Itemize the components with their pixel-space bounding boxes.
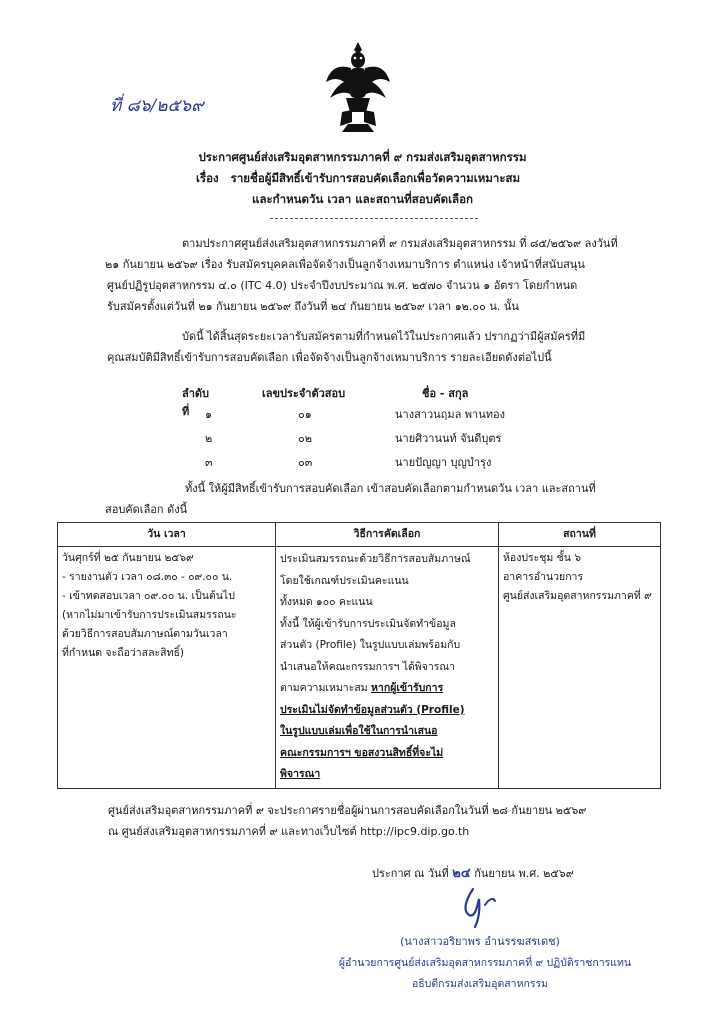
- announce-date: [372, 862, 574, 883]
- header-line3: และกำหนดวัน เวลา และสถานที่สอบคัดเลือก: [252, 192, 473, 206]
- announce-suffix: กันยายน พ.ศ. ๒๕๖๙: [474, 867, 574, 880]
- announce-prefix: ประกาศ ณ วันที่: [372, 867, 449, 880]
- announce-day: ๒๔: [452, 866, 471, 881]
- paragraph-3: [105, 478, 660, 520]
- candidate-order: ๒: [205, 432, 213, 445]
- method-line: ประเมินสมรรถนะด้วยวิธีการสอบสัมภาษณ์: [280, 553, 471, 565]
- method-emphasis: ในรูปแบบเล่มเพื่อใช้ในการนำเสนอ: [280, 725, 438, 737]
- date-line: ที่กำหนด จะถือว่าสละสิทธิ์): [62, 647, 184, 659]
- p1-line: ศูนย์ปฏิรูปอุตสาหกรรม ๔.๐ (ITC 4.0) ประจำปีงบประมาณ พ.ศ. ๒๕๗๐ จำนวน ๑ อัตรา โดยกำหนด: [107, 279, 578, 292]
- header-subject: [196, 170, 520, 188]
- subject-label: เรื่อง: [196, 171, 219, 185]
- signer-name: (นางสาวอริยาพร อำนรรฆสรเดช): [400, 935, 560, 948]
- date-line: วันศุกร์ที่ ๒๕ กันยายน ๒๕๖๙: [62, 552, 194, 564]
- col-examid-header: เลขประจำตัวสอบ: [262, 387, 346, 400]
- subject-text: รายชื่อผู้มีสิทธิ์เข้ารับการสอบคัดเลือกเพื่อวัดความเหมาะสม: [230, 171, 521, 185]
- p3-line: ทั้งนี้ ให้ผู้มีสิทธิ์เข้ารับการสอบคัดเลือก เข้าสอบคัดเลือกตามกำหนดวัน เวลา และสถานที่: [185, 482, 596, 495]
- method-line-mixed: [280, 678, 494, 700]
- date-line: - รายงานตัว เวลา ๐๘.๓๐ - ๐๙.๐๐ น.: [62, 571, 233, 583]
- p2-line: บัดนี้ ได้สิ้นสุดระยะเวลารับสมัครตามที่กำหนดไว้ในประกาศแล้ว ปรากฏว่ามีผู้สมัครที่มี: [182, 330, 586, 343]
- method-line: ส่วนตัว (Profile) ในรูปแบบเล่มพร้อมกับ: [280, 639, 461, 651]
- col-datetime-header: วัน เวลา: [58, 523, 276, 547]
- signer-title-1: ผู้อำนวยการศูนย์ส่งเสริมอุตสาหกรรมภาคที่ ๙ ปฏิบัติราชการแทน: [338, 957, 632, 969]
- candidate-order: ๓: [205, 456, 213, 469]
- col-method-header: วิธีการคัดเลือก: [276, 523, 499, 547]
- date-line: - เข้าทดสอบเวลา ๐๙.๐๐ น. เป็นต้นไป: [62, 590, 235, 602]
- p2-line: คุณสมบัติมีสิทธิ์เข้ารับการสอบคัดเลือก เพื่อจัดจ้างเป็นลูกจ้างเหมาบริการ รายละเอียดดังต่อไปนี้: [107, 351, 552, 364]
- candidate-order: ๑: [205, 408, 212, 421]
- p4-line: ณ ศูนย์ส่งเสริมอุตสาหกรรมภาคที่ ๙ และทางเว็บไซต์ http://ipc9.dip.go.th: [108, 825, 470, 838]
- candidate-examid: ๐๒: [298, 432, 312, 445]
- paragraph-4: [108, 800, 668, 842]
- schedule-header-row: [58, 523, 661, 547]
- col-place-header: สถานที่: [499, 523, 661, 547]
- p1-line: รับสมัครตั้งแต่วันที่ ๒๑ กันยายน ๒๕๖๙ ถึงวันที่ ๒๔ กันยายน ๒๕๖๙ เวลา ๑๒.๐๐ น. นั้น: [107, 300, 519, 313]
- method-emphasis: คณะกรรมการฯ ขอสงวนสิทธิ์ที่จะไม่: [280, 746, 444, 759]
- p1-line: ตามประกาศศูนย์ส่งเสริมอุตสาหกรรมภาคที่ ๙ กรมส่งเสริมอุตสาหกรรม ที่ ๘๕/๒๕๖๙ ลงวันที่: [182, 237, 618, 250]
- date-line: (หากไม่มาเข้ารับการประเมินสมรรถนะ: [62, 609, 237, 621]
- signer-title-2: อธิบดีกรมส่งเสริมอุตสาหกรรม: [411, 978, 549, 990]
- place-line: ศูนย์ส่งเสริมอุตสาหกรรมภาคที่ ๙: [503, 590, 652, 602]
- method-line: ตามความเหมาะสม: [280, 682, 368, 694]
- candidate-list: [0, 384, 725, 469]
- candidate-name: นายศิวานนท์ จันดีบุตร: [395, 432, 502, 445]
- p4-line: ศูนย์ส่งเสริมอุตสาหกรรมภาคที่ ๙ จะประกาศรายชื่อผู้ผ่านการสอบคัดเลือกในวันที่ ๒๘ กันยายน ๒๕๖๙: [108, 804, 587, 817]
- garuda-emblem-icon: [322, 38, 394, 138]
- document-number: ที่ ๘๖/๒๕๖๙: [110, 96, 204, 116]
- schedule-place-cell: [499, 547, 661, 789]
- method-line: ทั้งหมด ๑๐๐ คะแนน: [280, 596, 373, 608]
- p3-line: สอบคัดเลือก ดังนี้: [105, 503, 188, 516]
- method-line: ทั้งนี้ ให้ผู้เข้ารับการประเมินจัดทำข้อมูล: [280, 617, 456, 630]
- col-order-header: ลำดับที่: [182, 387, 210, 418]
- candidate-examid: ๐๓: [298, 456, 313, 469]
- method-line: นำเสนอให้คณะกรรมการฯ ได้พิจารณา: [280, 660, 456, 673]
- signature-mark: [455, 885, 505, 929]
- candidate-examid: ๐๑: [298, 408, 312, 421]
- header-line1: ประกาศศูนย์ส่งเสริมอุตสาหกรรมภาคที่ ๙ กรมส่งเสริมอุตสาหกรรม: [198, 150, 527, 164]
- date-line: ด้วยวิธีการสอบสัมภาษณ์ตามวันเวลา: [62, 628, 228, 640]
- schedule-table: [57, 522, 661, 789]
- col-name-header: ชื่อ - สกุล: [422, 387, 469, 400]
- place-line: ห้องประชุม ชั้น ๖: [503, 552, 581, 564]
- paragraph-2: [107, 326, 662, 368]
- header-divider: [270, 218, 478, 219]
- schedule-row: [58, 547, 661, 789]
- p1-line: ๒๑ กันยายน ๒๕๖๙ เรื่อง รับสมัครบุคคลเพื่อจัดจ้างเป็นลูกจ้างเหมาบริการ ตำแหน่ง เจ้าหน้าที่สนับสนุน: [105, 258, 585, 271]
- candidate-name: นางสาวนฤมล พานทอง: [395, 408, 505, 421]
- method-emphasis: หากผู้เข้ารับการ: [371, 682, 444, 694]
- place-line: อาคารอำนวยการ: [503, 571, 584, 583]
- method-emphasis: พิจารณา: [280, 768, 321, 780]
- schedule-datetime-cell: [58, 547, 276, 789]
- method-emphasis: ประเมินไม่จัดทำข้อมูลส่วนตัว (Profile): [280, 703, 465, 716]
- schedule-method-cell: [276, 547, 499, 789]
- method-line: โดยใช้เกณฑ์ประเมินคะแนน: [280, 574, 409, 587]
- paragraph-1: [107, 233, 662, 317]
- candidate-name: นายปัญญา บุญบำรุง: [395, 456, 492, 469]
